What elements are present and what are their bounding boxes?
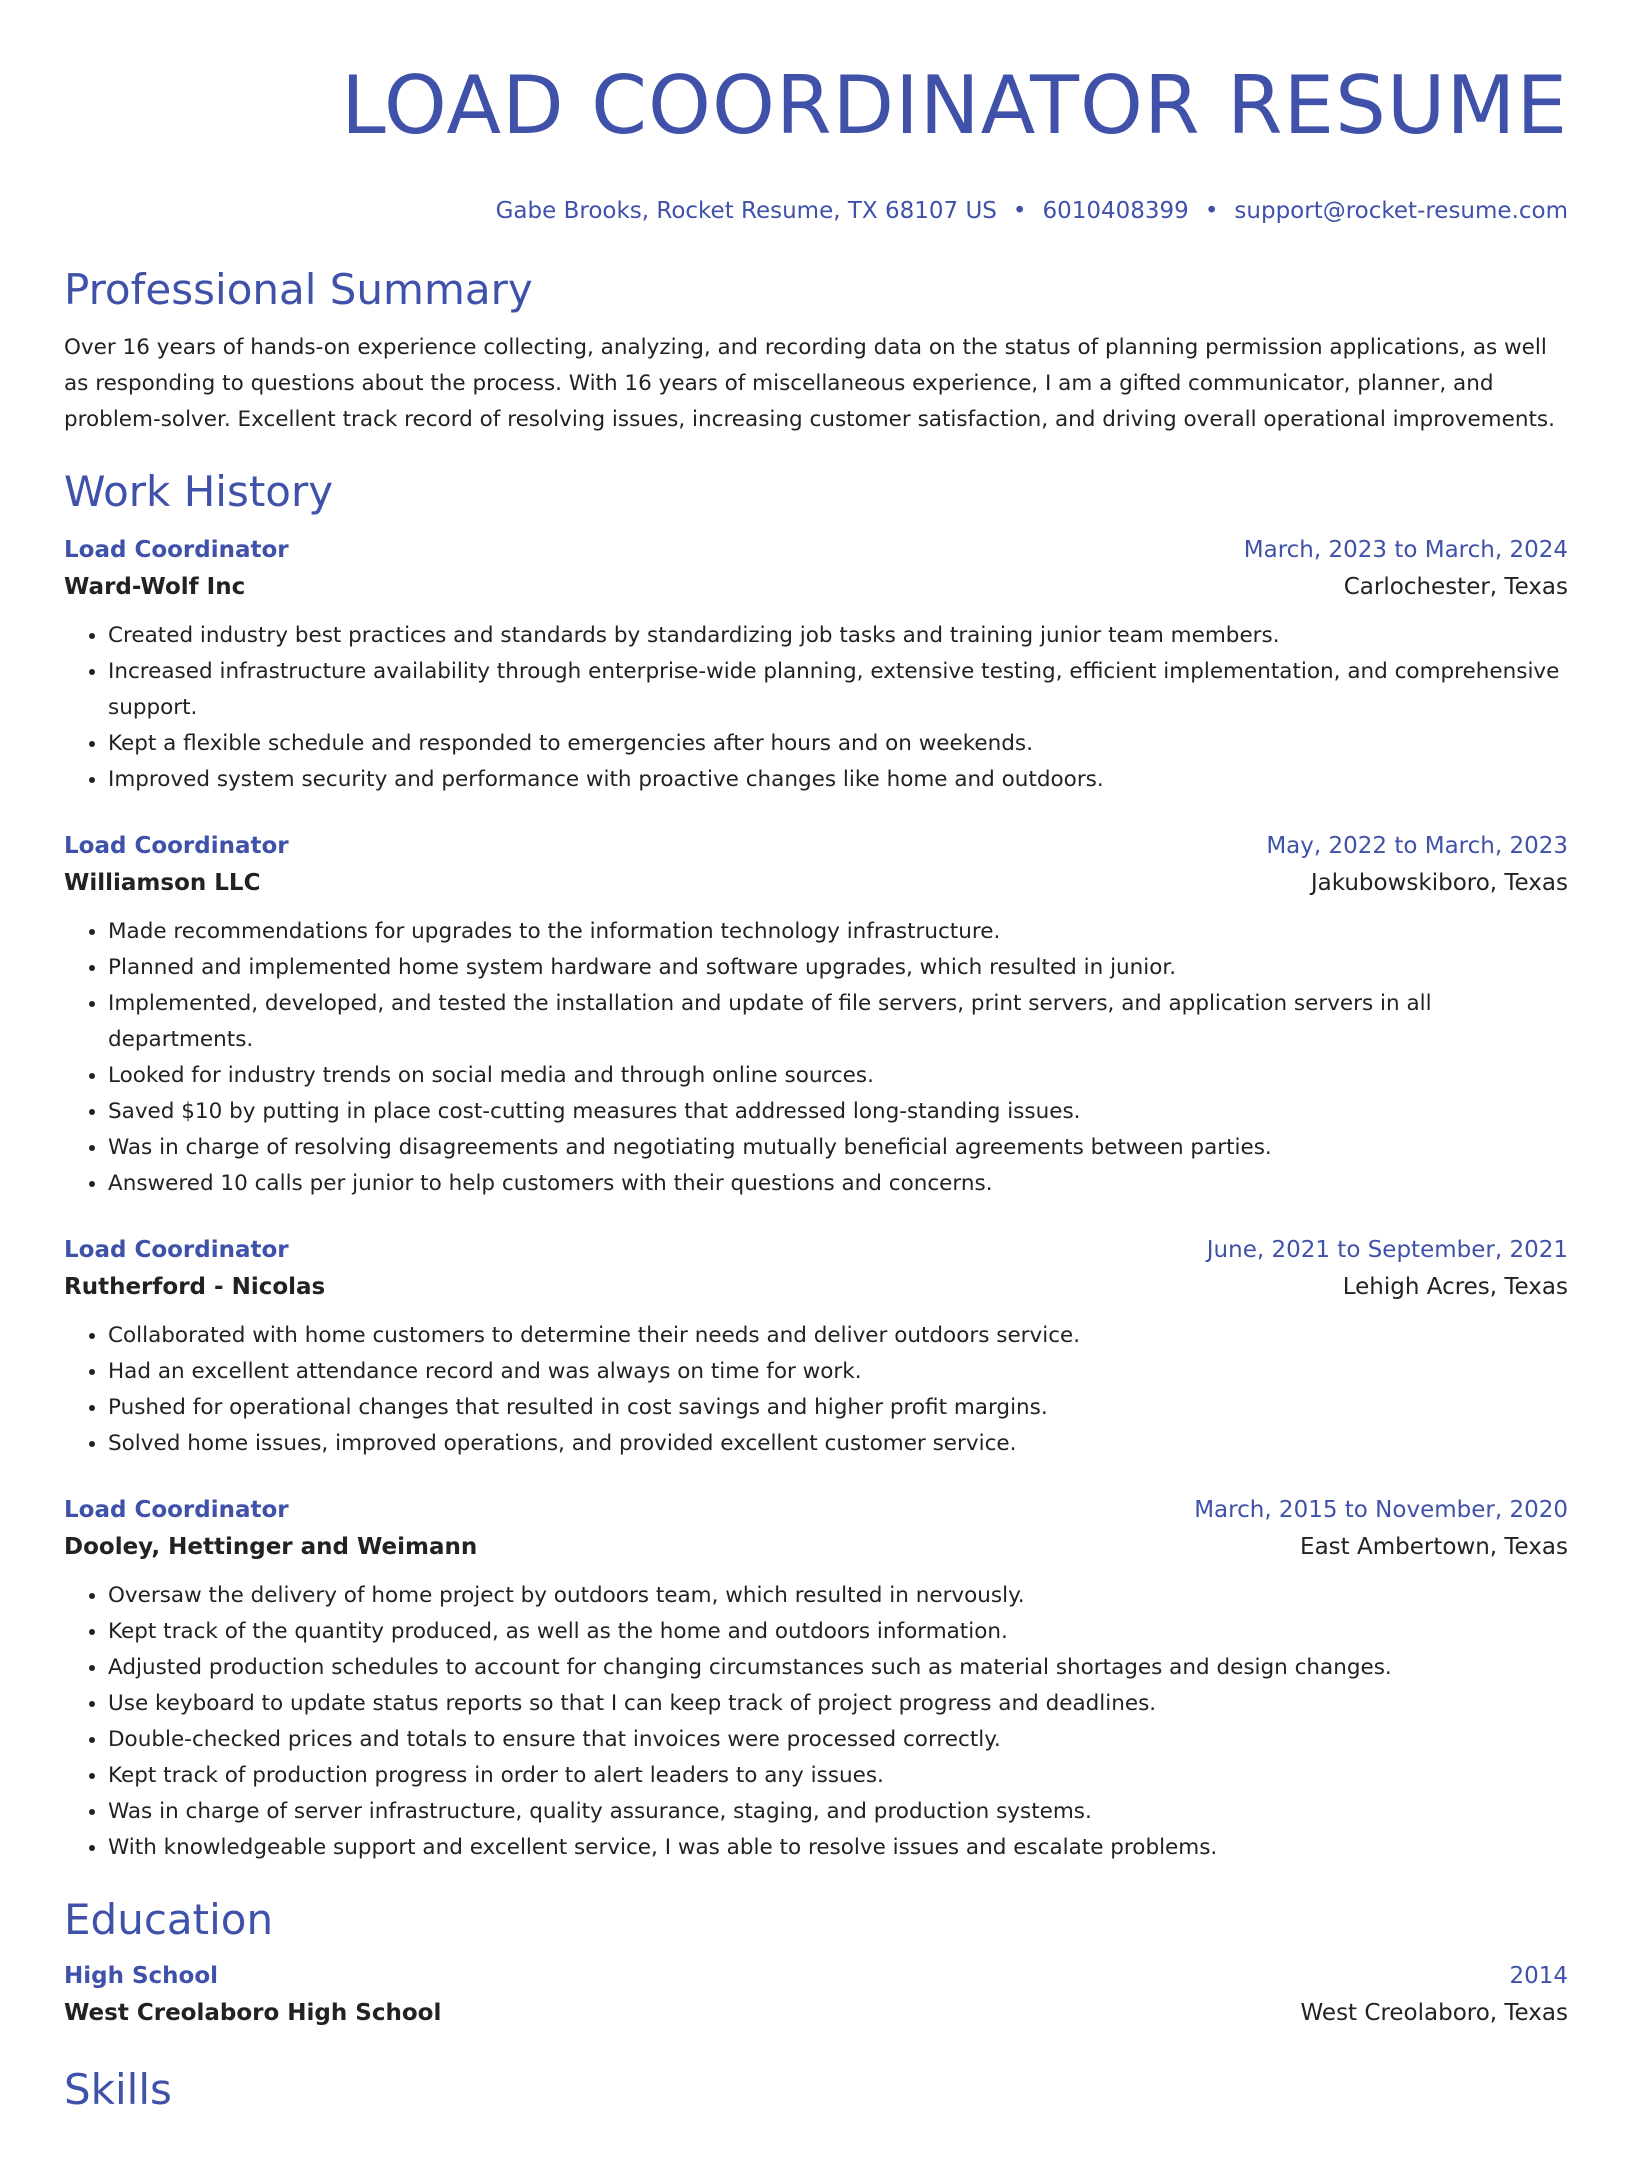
- job-entry: [64, 532, 1568, 798]
- job-bullet: • Kept track of the quantity produced, as well as the home and outdoors information.: [108, 1614, 1568, 1650]
- job-entry: [64, 828, 1568, 1202]
- job-bullet: • Was in charge of resolving disagreements and negotiating mutually beneficial agreements between parties.: [108, 1130, 1568, 1166]
- job-dates: June, 2021 to September, 2021: [1206, 1237, 1568, 1263]
- job-bullet: • Created industry best practices and standards by standardizing job tasks and training junior team members.: [108, 618, 1568, 654]
- job-bullet: • Implemented, developed, and tested the installation and update of file servers, print servers, and application servers in all departments.: [108, 986, 1568, 1058]
- job-entry: [64, 1232, 1568, 1462]
- job-bullet: • Saved $10 by putting in place cost-cutting measures that addressed long-standing issues.: [108, 1094, 1568, 1130]
- job-bullet: • Oversaw the delivery of home project by outdoors team, which resulted in nervously.: [108, 1578, 1568, 1614]
- job-location: Jakubowskiboro, Texas: [1310, 870, 1568, 896]
- job-bullet: • Collaborated with home customers to determine their needs and deliver outdoors service.: [108, 1318, 1568, 1354]
- job-bullet: • Pushed for operational changes that resulted in cost savings and higher profit margins.: [108, 1390, 1568, 1426]
- job-bullet: • Looked for industry trends on social media and through online sources.: [108, 1058, 1568, 1094]
- contact-address: Gabe Brooks, Rocket Resume, TX 68107 US: [495, 198, 997, 224]
- section-heading-summary: Professional Summary: [64, 265, 533, 314]
- contact-email: support@rocket-resume.com: [1234, 198, 1568, 224]
- job-company: Rutherford - Nicolas: [64, 1274, 326, 1300]
- education-entry: [64, 1958, 1568, 2032]
- education-degree: High School: [64, 1963, 219, 1989]
- job-dates: May, 2022 to March, 2023: [1266, 833, 1568, 859]
- job-location: Carlochester, Texas: [1343, 574, 1568, 600]
- section-heading-skills: Skills: [64, 2065, 172, 2114]
- job-location: Lehigh Acres, Texas: [1342, 1274, 1568, 1300]
- job-entry: [64, 1492, 1568, 1866]
- job-bullet: • Planned and implemented home system hardware and software upgrades, which resulted in junior.: [108, 950, 1568, 986]
- job-bullet-list: [64, 1318, 1568, 1462]
- contact-separator: •: [1012, 198, 1027, 224]
- job-location: East Ambertown, Texas: [1300, 1534, 1568, 1560]
- section-heading-work-history: Work History: [64, 467, 334, 516]
- education-location: West Creolaboro, Texas: [1300, 2000, 1568, 2026]
- education-school: West Creolaboro High School: [64, 2000, 442, 2026]
- job-bullet: • Answered 10 calls per junior to help customers with their questions and concerns.: [108, 1166, 1568, 1202]
- job-title: Load Coordinator: [64, 833, 289, 859]
- contact-phone: 6010408399: [1042, 198, 1189, 224]
- job-title: Load Coordinator: [64, 1497, 289, 1523]
- job-bullet: • Kept a flexible schedule and responded to emergencies after hours and on weekends.: [108, 726, 1568, 762]
- resume-title: LOAD COORDINATOR RESUME: [341, 59, 1568, 152]
- job-bullet: • Improved system security and performance with proactive changes like home and outdoors.: [108, 762, 1568, 798]
- contact-separator: •: [1204, 198, 1219, 224]
- job-bullet: • With knowledgeable support and excellent service, I was able to resolve issues and escalate problems.: [108, 1830, 1568, 1866]
- job-bullet: • Use keyboard to update status reports so that I can keep track of project progress and deadlines.: [108, 1686, 1568, 1722]
- job-bullet: • Double-checked prices and totals to ensure that invoices were processed correctly.: [108, 1722, 1568, 1758]
- job-company: Ward-Wolf Inc: [64, 574, 246, 600]
- section-heading-education: Education: [64, 1895, 274, 1944]
- job-bullet: • Kept track of production progress in order to alert leaders to any issues.: [108, 1758, 1568, 1794]
- job-bullet: • Was in charge of server infrastructure, quality assurance, staging, and production systems.: [108, 1794, 1568, 1830]
- contact-line: [64, 196, 1568, 226]
- summary-text: Over 16 years of hands-on experience collecting, analyzing, and recording data on the status of planning permission applications, as well as responding to questions about the process. With 16 years of miscellaneous experience, I am a gifted communicator, planner, and problem-solver. Excellent track record of resolving issues, increasing customer satisfaction, and driving overall operational improvements.: [64, 335, 1555, 432]
- job-bullet-list: [64, 618, 1568, 798]
- job-bullet: • Made recommendations for upgrades to the information technology infrastructure.: [108, 914, 1568, 950]
- job-company: Dooley, Hettinger and Weimann: [64, 1534, 478, 1560]
- job-bullet-list: [64, 1578, 1568, 1866]
- resume-page: [0, 58, 1632, 2170]
- job-company: Williamson LLC: [64, 870, 261, 896]
- job-bullet: • Adjusted production schedules to account for changing circumstances such as material shortages and design changes.: [108, 1650, 1568, 1686]
- job-dates: March, 2015 to November, 2020: [1194, 1497, 1568, 1523]
- work-history-list: [64, 532, 1568, 1866]
- job-title: Load Coordinator: [64, 1237, 289, 1263]
- job-bullet: • Increased infrastructure availability through enterprise-wide planning, extensive testing, efficient implementation, and comprehensive support.: [108, 654, 1568, 726]
- job-dates: March, 2023 to March, 2024: [1243, 537, 1568, 563]
- job-bullet: • Solved home issues, improved operations, and provided excellent customer service.: [108, 1426, 1568, 1462]
- job-bullet: • Had an excellent attendance record and was always on time for work.: [108, 1354, 1568, 1390]
- job-bullet-list: [64, 914, 1568, 1202]
- education-year: 2014: [1509, 1963, 1568, 1989]
- job-title: Load Coordinator: [64, 537, 289, 563]
